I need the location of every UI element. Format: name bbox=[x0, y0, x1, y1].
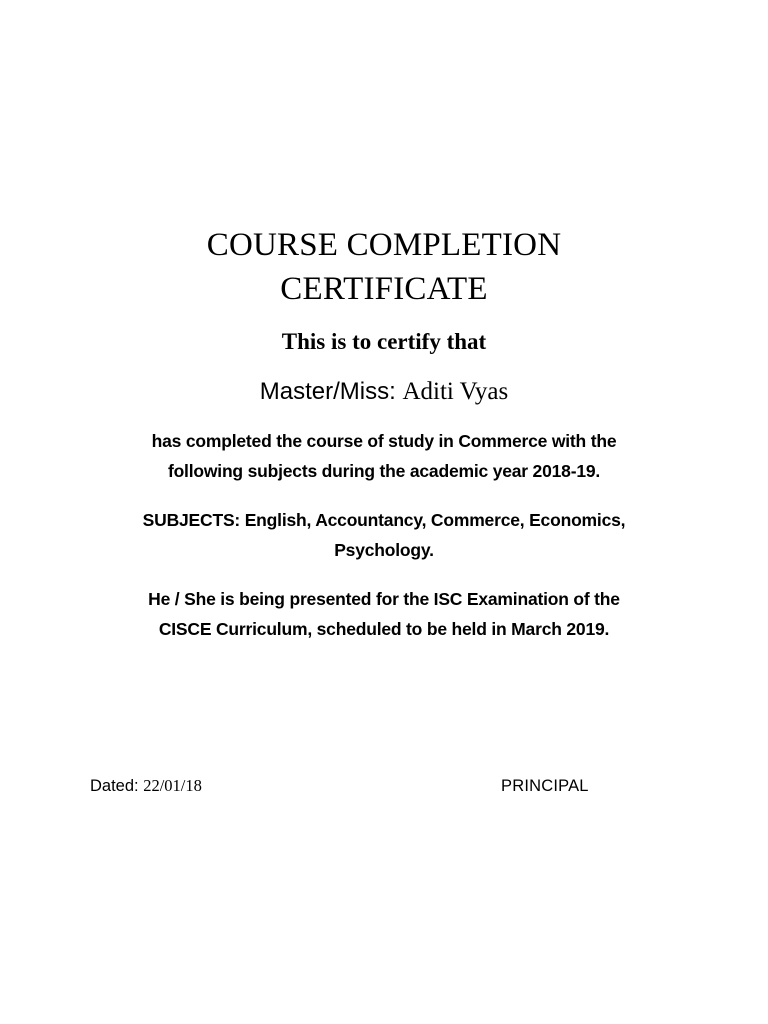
certify-text: This is to certify that bbox=[281, 329, 487, 354]
certificate-footer bbox=[0, 773, 768, 801]
course-paragraph-line-1: has completed the course of study in Commerce with the bbox=[151, 431, 617, 451]
dated-label: Dated: bbox=[90, 777, 144, 795]
principal-signatory: PRINCIPAL bbox=[501, 777, 589, 795]
course-paragraph bbox=[64, 426, 704, 486]
dated-value: 22/01/18 bbox=[143, 776, 202, 795]
subjects-paragraph bbox=[64, 505, 704, 565]
student-name-line bbox=[84, 375, 684, 409]
subjects-paragraph-line-1: SUBJECTS: English, Accountancy, Commerce, Economics, bbox=[142, 510, 626, 530]
exam-paragraph-line-1: He / She is being presented for the ISC Examination of the bbox=[148, 589, 620, 609]
exam-paragraph-line-2: CISCE Curriculum, scheduled to be held in March 2019. bbox=[158, 619, 610, 639]
subjects-paragraph-line-2: Psychology. bbox=[334, 540, 434, 560]
student-name: Aditi Vyas bbox=[402, 378, 509, 405]
certificate-title-line-1: COURSE COMPLETION bbox=[206, 227, 562, 263]
student-name-prefix: Master/Miss: bbox=[259, 378, 403, 405]
course-paragraph-line-2: following subjects during the academic year 2018-19. bbox=[167, 461, 601, 481]
exam-paragraph bbox=[64, 584, 704, 644]
certificate-title-line-2: CERTIFICATE bbox=[280, 271, 488, 307]
dated-field bbox=[90, 773, 202, 799]
